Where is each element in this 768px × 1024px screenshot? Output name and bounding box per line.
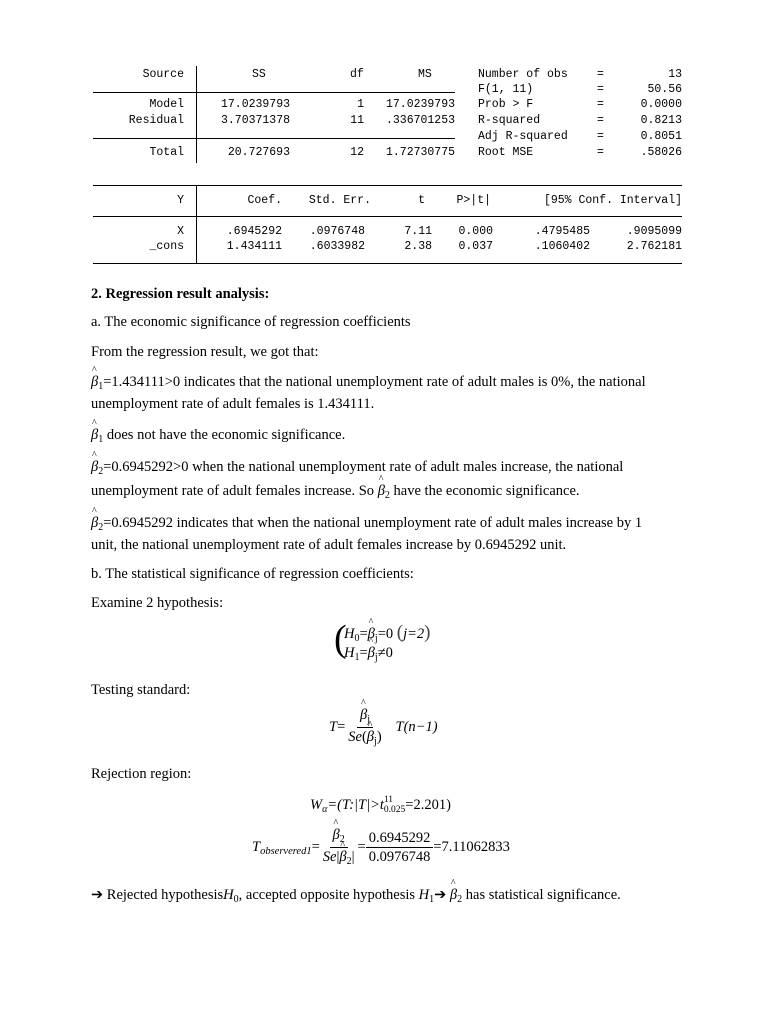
beta2-marginal-line1: ^ $\beta_2=0.6945292$ indicates that when the national unemployment rate of adult males increase by 1 <box>91 515 642 533</box>
anova-row-model-source: Model <box>149 98 184 111</box>
section-heading: 2. Regression result analysis: <box>91 286 270 302</box>
anova-header-ss: SS <box>252 68 266 81</box>
anova-total-rule <box>93 138 455 139</box>
coef-bottom-rule <box>93 263 682 264</box>
coef-row-cons-ci-hi: 2.762181 <box>626 240 682 253</box>
coef-top-rule <box>93 185 682 186</box>
beta-hat-symbol: ^ β <box>91 459 98 476</box>
beta-hat-symbol: ^ β <box>450 887 457 904</box>
rejection-region-line: Rejection region: <box>91 766 192 782</box>
stat-value: 0.8051 <box>640 130 682 143</box>
beta2-marginal-line2: unit, the national unemployment rate of adult females increase by 0.6945292 unit. <box>91 537 567 553</box>
beta2-interpretation-line2: unemployment rate of adult females increase. So ^ $\beta_2$ have the economic significance. <box>91 483 580 501</box>
beta2-interpretation-line1: ^ $\beta_2=0.6945292>0$ when the national unemployment rate of adult males increase, the national <box>91 459 623 477</box>
stat-value: 0.8213 <box>640 114 682 127</box>
h0-line: $H_0=\^{}$ $\beta_j=0$ (j=2) <box>334 622 430 645</box>
coef-row-cons-p: 0.037 <box>458 240 493 253</box>
stat-label: F(1, 11) <box>478 83 534 96</box>
subsection-a-title: a. The economic significance of regression coefficients <box>91 314 411 330</box>
test-statistic-formula: T= ^ $\frac{\beta_j}{Se(\^{} \beta_j)}$ T(n−1) <box>329 708 438 747</box>
stat-label: Root MSE <box>478 146 534 159</box>
anova-row-total-ss: 20.727693 <box>227 146 290 159</box>
stat-eq: = <box>597 114 604 127</box>
coef-row-x-se: .0976748 <box>309 225 365 238</box>
beta-hat-symbol: ^ β <box>378 483 385 500</box>
stat-label: R-squared <box>478 114 541 127</box>
anova-row-model-df: 1 <box>357 98 364 111</box>
anova-row-residual-ss: 3.70371378 <box>220 114 290 127</box>
stat-value: 13 <box>668 68 682 81</box>
hypothesis-system <box>334 618 431 664</box>
stat-eq: = <box>597 83 604 96</box>
coef-row-x-ci-lo: .4795485 <box>534 225 590 238</box>
anova-row-residual-ms: .336701253 <box>385 114 455 127</box>
from-result-line: From the regression result, we got that: <box>91 344 319 360</box>
coef-row-cons-name: _cons <box>149 240 184 253</box>
coef-header-se: Std. Err. <box>308 194 371 207</box>
coef-header-p: P>|t| <box>456 194 491 207</box>
arrow-right-icon: ➔ <box>434 887 447 903</box>
coef-row-x-t: 7.11 <box>404 225 432 238</box>
anova-header-source: Source <box>142 68 184 81</box>
anova-column-divider <box>196 66 197 163</box>
anova-row-total-source: Total <box>149 146 184 159</box>
stat-value: 0.0000 <box>640 98 682 111</box>
anova-row-total-ms: 1.72730775 <box>385 146 455 159</box>
beta1-interpretation-line2: unemployment rate of adult females is 1.434111. <box>91 396 375 412</box>
anova-row-model-ms: 17.0239793 <box>385 98 455 111</box>
beta1-interpretation-line1: ^ $\beta_1=1.434111>0$ indicates that the national unemployment rate of adult males is 0%, the national <box>91 374 646 392</box>
h1-line: $H_1=\^{}$ $\beta_j\ne 0$ <box>334 645 430 664</box>
rejection-region-formula: $W_\alpha=(T:|T|>t$ 11 0.025 =2.201) <box>310 795 451 815</box>
subsection-b-title: b. The statistical significance of regression coefficients: <box>91 566 414 582</box>
coef-header-y: Y <box>177 194 184 207</box>
coef-header-t: t <box>418 194 425 207</box>
coef-header-ci: [95% Conf. Interval] <box>543 194 682 207</box>
testing-standard-line: Testing standard: <box>91 682 191 698</box>
anova-header-df: df <box>350 68 364 81</box>
coef-row-x-ci-hi: .9095099 <box>626 225 682 238</box>
stat-eq: = <box>597 130 604 143</box>
anova-row-total-df: 12 <box>350 146 364 159</box>
conclusion-line: ➔ Rejected hypothesisH$_0$, accepted opposite hypothesis $H_1➔$ ^ $\beta_2$ has statistical significance. <box>91 887 621 905</box>
anova-header-rule <box>93 92 455 93</box>
beta-hat-symbol: ^ β <box>91 374 98 391</box>
coef-row-cons-se: .6033982 <box>309 240 365 253</box>
coef-header-rule <box>93 216 682 217</box>
beta-hat-symbol: ^ β <box>91 427 98 444</box>
anova-row-residual-df: 11 <box>350 114 364 127</box>
coef-row-cons-ci-lo: .1060402 <box>534 240 590 253</box>
stat-eq: = <box>597 98 604 111</box>
examine-line: Examine 2 hypothesis: <box>91 595 224 611</box>
coef-row-x-coef: .6945292 <box>226 225 282 238</box>
coef-row-x-p: 0.000 <box>458 225 493 238</box>
anova-row-model-ss: 17.0239793 <box>220 98 290 111</box>
stat-eq: = <box>597 68 604 81</box>
coef-header-coef: Coef. <box>247 194 282 207</box>
left-brace: ( <box>334 618 347 660</box>
coef-column-divider <box>196 185 197 263</box>
stat-label: Adj R-squared <box>478 130 568 143</box>
stat-eq: = <box>597 146 604 159</box>
anova-row-residual-source: Residual <box>128 114 184 127</box>
stat-value: 50.56 <box>647 83 682 96</box>
coef-row-cons-t: 2.38 <box>404 240 432 253</box>
coef-row-x-name: X <box>177 225 184 238</box>
stat-value: .58026 <box>640 146 682 159</box>
stat-label: Prob > F <box>478 98 534 111</box>
arrow-right-icon: ➔ <box>91 887 104 903</box>
observed-t-formula: $T_{observered1}=$ ^ $\frac{\beta_2}{Se|\^{} \beta_2|}$ = $\frac{0.6945292}{0.0976748}$ =7.11062833 <box>252 828 510 867</box>
beta1-significance-line: ^ $\beta_1$ does not have the economic significance. <box>91 427 345 445</box>
beta-hat-symbol: ^ β <box>91 515 98 532</box>
stat-label: Number of obs <box>478 68 568 81</box>
anova-header-ms: MS <box>418 68 432 81</box>
coef-row-cons-coef: 1.434111 <box>226 240 282 253</box>
